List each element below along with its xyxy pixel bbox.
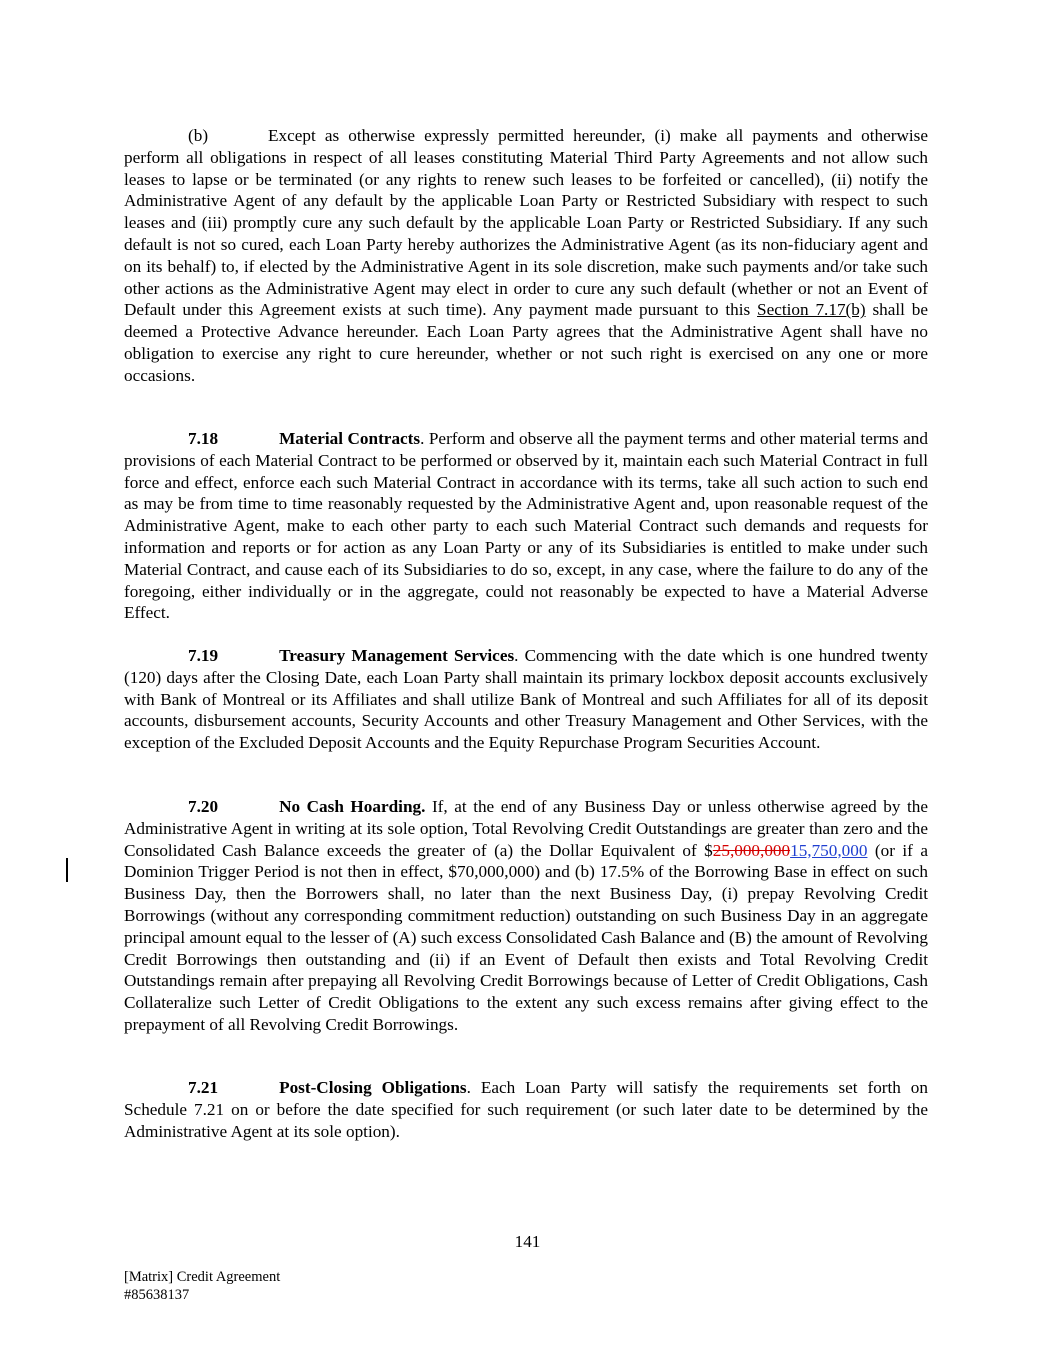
page-number: 141 <box>514 1232 541 1251</box>
section-7-18 <box>124 428 928 624</box>
section-7-21-text: . Each Loan Party will satisfy the requirements set forth on Schedule 7.21 on or before the date specified for such requirement (or such later date to be determined by the Administrative Agent at its sole option). <box>124 1078 928 1141</box>
section-7-20-number: 7.20 <box>188 797 219 816</box>
section-reference-link: Section 7.17(b) <box>757 300 866 320</box>
paragraph-b-label: (b) <box>188 126 209 145</box>
paragraph-b-text-2: shall be deemed a Protective Advance hereunder. Each Loan Party agrees that the Administrative Agent shall have no obligation to exercise any right to cure hereunder, whether or not such right is exercised on any one or more occasions. <box>124 300 929 385</box>
revision-change-bar <box>66 858 68 882</box>
section-7-18-number: 7.18 <box>188 429 219 448</box>
section-7-20-text-2: (or if a Dominion Trigger Period is not then in effect, $70,000,000) and (b) 17.5% of the Borrowing Base in effect on such Business Day, then the Borrowers shall, no later than the next Business Day, (i) prepay Revolving Credit Borrowings (without any corresponding commitment reduction) outstanding on such Business Day in an aggregate principal amount equal to the lesser of (A) such excess Consolidated Cash Balance and (B) the amount of Revolving Credit Borrowings then outstanding and (ii) if an Event of Default then exists and Total Revolving Credit Outstandings remain after prepaying all Revolving Credit Borrowings because of Letter of Credit Obligations, Cash Collateralize such Letter of Credit Obligations to the extent any such excess remains after giving effect to the prepayment of all Revolving Credit Borrowings. <box>124 840 928 1034</box>
paragraph-b-text-1: Except as otherwise expressly permitted hereunder, (i) make all payments and otherwise perform all obligations in respect of all leases constituting Material Third Party Agreements and not allow such leases to lapse or be terminated (or any rights to renew such leases to be forfeited or cancelled), (ii) notify the Administrative Agent of any default by the applicable Loan Party or Restricted Subsidiary with respect to such leases and (iii) promptly cure any such default by the applicable Loan Party or Restricted Subsidiary. If any such default is not so cured, each Loan Party hereby authorizes the Administrative Agent (as its non-fiduciary agent and on its behalf) to, if elected by the Administrative Agent in its sole discretion, make such payments and/or take such other actions as the Administrative Agent may elect in order to cure any such default (whether or not an Event of Default under this Agreement exists at such time). Any payment made pursuant to this <box>124 126 928 320</box>
section-7-20-text-1: If, at the end of any Business Day or unless otherwise agreed by the Administrative Agent in writing at its sole option, Total Revolving Credit Outstandings are greater than zero and the Consolidated Cash Balance exceeds the greater of (a) the Dollar Equivalent of $ <box>124 797 928 860</box>
section-7-19-text: . Commencing with the date which is one hundred twenty (120) days after the Closing Date, each Loan Party shall maintain its primary lockbox deposit accounts exclusively with Bank of Montreal or its Affiliates and shall utilize Bank of Montreal and such Affiliates for all of its deposit accounts, disbursement accounts, Security Accounts and other Treasury Management and Other Services, with the exception of the Excluded Deposit Accounts and the Equity Repurchase Program Securities Account. <box>124 646 928 753</box>
section-7-19 <box>124 645 928 754</box>
footer-document-title: [Matrix] Credit Agreement <box>124 1269 281 1285</box>
section-7-21 <box>124 1077 928 1142</box>
deleted-amount: 25,000,000 <box>712 840 791 860</box>
section-7-20-title: No Cash Hoarding. <box>279 797 426 816</box>
section-7-19-title: Treasury Management Services <box>279 646 515 665</box>
document-footer <box>124 1268 280 1304</box>
section-7-21-number: 7.21 <box>188 1078 219 1097</box>
section-7-20 <box>124 796 928 1036</box>
section-7-18-title: Material Contracts <box>279 429 421 448</box>
section-7-19-number: 7.19 <box>188 646 219 665</box>
section-7-21-title: Post-Closing Obligations <box>279 1078 467 1097</box>
section-7-18-text: . Perform and observe all the payment terms and other material terms and provisions of each Material Contract to be performed or observed by it, maintain each such Material Contract in full force and effect, enforce each such Material Contract in accordance with its terms, take all such action to such end as may be from time to time reasonably requested by the Administrative Agent and, upon reasonable request of the Administrative Agent, make to each other party to each such Material Contract such demands and requests for information and reports or for action as any Loan Party or any of its Subsidiaries is entitled to make under such Material Contract, and cause each of its Subsidiaries to do so, except, in any case, where the failure to do any of the foregoing, either individually or in the aggregate, could not reasonably be expected to have a Material Adverse Effect. <box>124 429 928 623</box>
inserted-amount: 15,750,000 <box>790 840 868 860</box>
paragraph-b <box>124 125 928 387</box>
footer-document-id: #85638137 <box>124 1287 190 1303</box>
